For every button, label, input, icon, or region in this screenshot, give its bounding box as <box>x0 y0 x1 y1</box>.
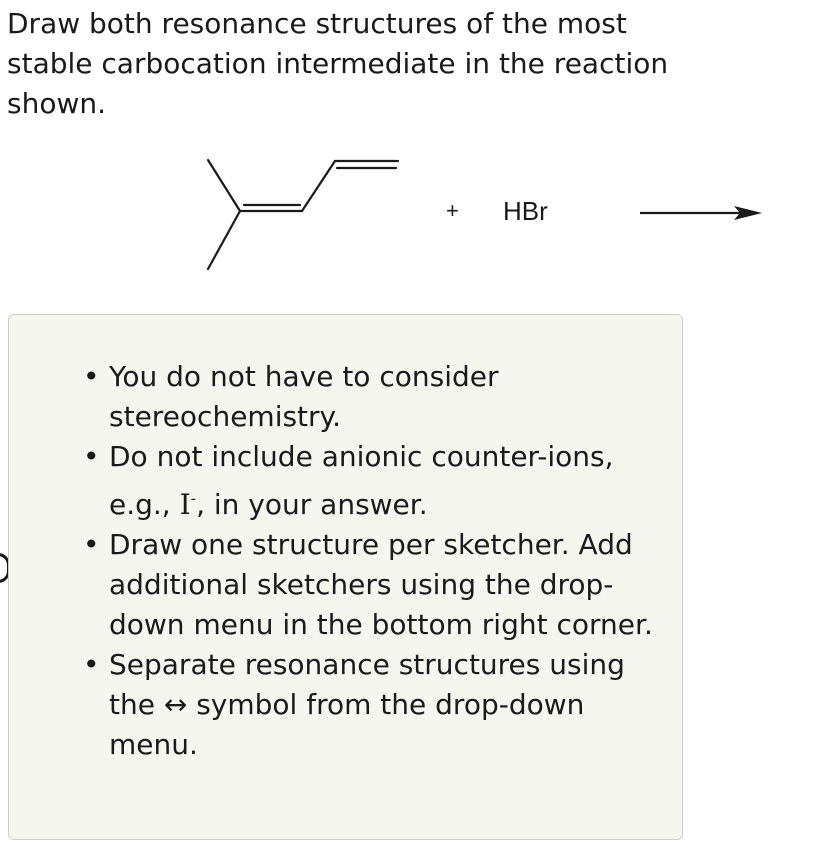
reaction-arrow <box>640 206 762 220</box>
iodide-ion <box>180 488 196 521</box>
instruction-counter-ions: Do not include anionic counter-ions, <box>109 440 614 473</box>
list-item <box>9 357 682 437</box>
instruction-resonance-symbol: Separate resonance structures using the ↔ symbol from the drop-down menu. <box>109 648 625 761</box>
methyl-bond-lower <box>208 211 240 269</box>
question-text: Draw both resonance structures of the most stable carbocation intermediate in the reaction shown. <box>7 7 669 120</box>
reaction-scheme <box>0 140 834 290</box>
instruction-sketchers: Draw one structure per sketcher. Add additional sketchers using the drop-down menu in the bottom right corner. <box>109 528 653 641</box>
methyl-bond-upper <box>208 160 240 211</box>
single-bond <box>302 161 335 211</box>
instructions-panel <box>8 314 683 840</box>
example-suffix: , in your answer. <box>196 488 428 521</box>
bullet-icon: • <box>83 440 100 473</box>
list-item <box>9 525 682 645</box>
plus-sign: + <box>446 198 459 223</box>
instruction-counter-ions-example <box>109 485 672 525</box>
example-prefix: e.g., <box>109 488 180 521</box>
bullet-icon: • <box>83 360 100 393</box>
list-item <box>9 437 682 525</box>
iodide-charge: - <box>190 488 197 508</box>
bullet-icon: • <box>83 648 100 681</box>
iodide-symbol: I <box>179 488 191 521</box>
list-item <box>9 645 682 765</box>
bullet-icon: • <box>83 528 100 561</box>
skeletal-diene-structure <box>208 160 398 269</box>
instructions-list <box>9 357 682 765</box>
reaction-drawing <box>0 140 834 290</box>
reagent-label: HBr <box>503 196 548 226</box>
instruction-stereochemistry: You do not have to consider stereochemistry. <box>109 360 499 433</box>
